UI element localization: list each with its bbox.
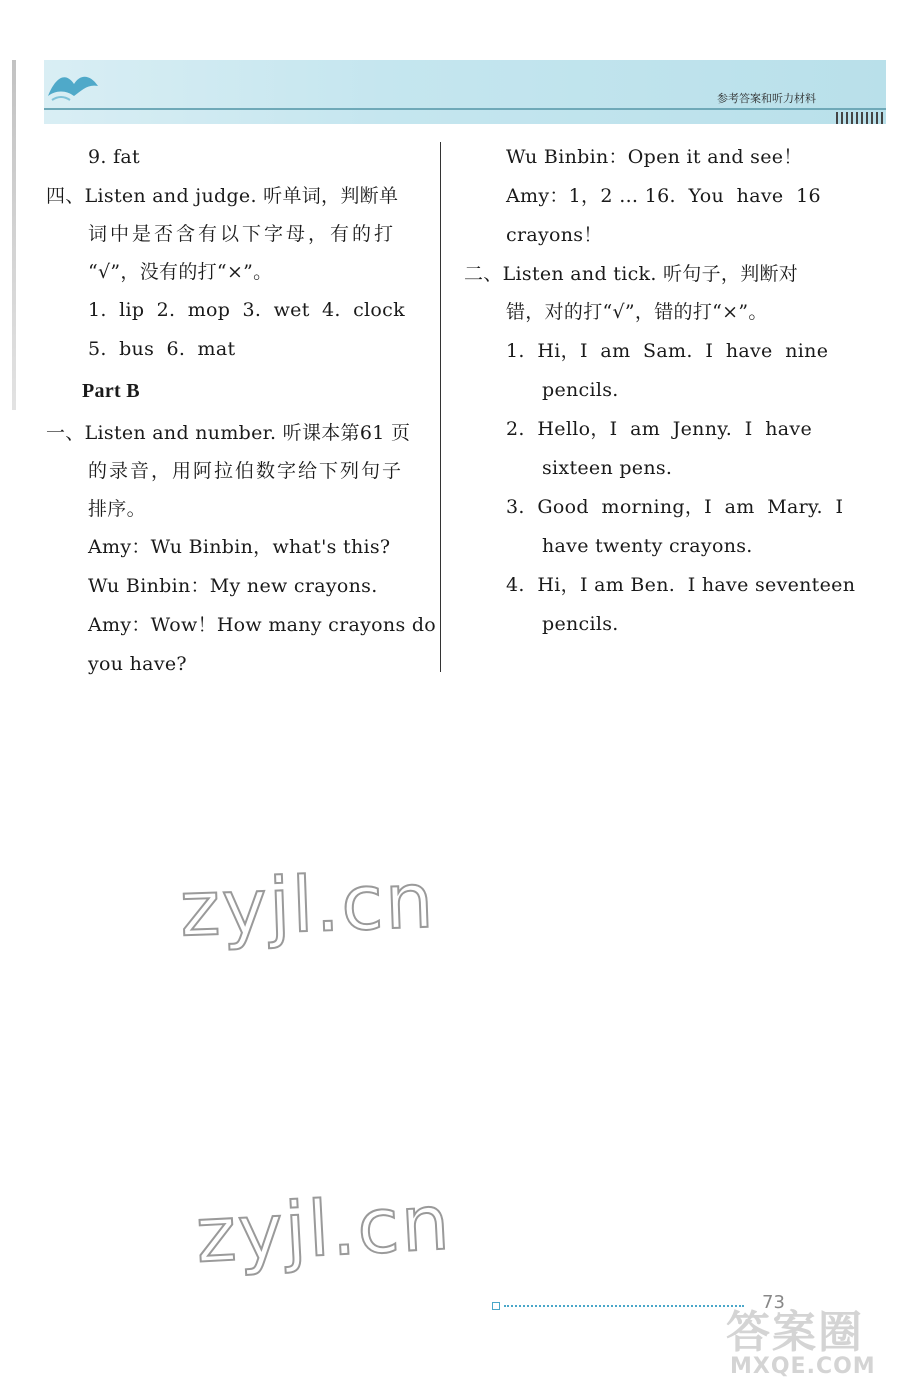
dialog-line-5-cont: crayons！ <box>506 224 603 246</box>
sentence-2: 2. Hello，I am Jenny. I have <box>506 418 813 440</box>
dialog-line-4: Wu Binbin：Open it and see！ <box>506 146 803 168</box>
page-number: 73 <box>762 1292 785 1313</box>
section-2-instruction-line1: 二、Listen and tick. 听句子，判断对 <box>464 263 799 285</box>
section-1-instruction-line3: 排序。 <box>88 498 146 520</box>
header-title: 参考答案和听力材料 <box>717 92 816 105</box>
section-4-instruction-line1: 四、Listen and judge. 听单词，判断单 <box>46 185 399 207</box>
section-1-instruction-line1: 一、Listen and number. 听课本第61 页 <box>46 422 411 444</box>
header-rule <box>44 108 886 110</box>
dialog-line-3-cont: you have? <box>88 653 187 675</box>
sentence-4-cont: pencils. <box>542 613 619 635</box>
sentence-3-cont: have twenty crayons. <box>542 535 753 557</box>
column-divider <box>440 142 441 672</box>
footer-square-marker <box>492 1302 500 1310</box>
section-4-words-line1: 1. lip 2. mop 3. wet 4. clock <box>88 299 405 321</box>
site-logo-watermark: 答案圈 <box>726 1307 864 1358</box>
section-2-instruction-line2: 错，对的打“√”，错的打“×”。 <box>506 301 768 323</box>
header-barcode-decoration <box>836 112 884 124</box>
bird-logo-icon <box>44 66 100 106</box>
sentence-2-cont: sixteen pens. <box>542 457 673 479</box>
page-edge-shadow <box>12 60 16 410</box>
sentence-1-cont: pencils. <box>542 379 619 401</box>
watermark-2: zyjl.cn <box>193 1177 454 1280</box>
dialog-line-1: Amy：Wu Binbin，what's this? <box>88 536 391 558</box>
watermark-1: zyjl.cn <box>178 855 437 954</box>
dialog-line-2: Wu Binbin：My new crayons. <box>88 575 378 597</box>
sentence-1: 1. Hi，I am Sam. I have nine <box>506 340 829 362</box>
footer-dotted-rule <box>504 1305 744 1307</box>
sentence-3: 3. Good morning，I am Mary. I <box>506 496 844 518</box>
dialog-line-3: Amy：Wow！How many crayons do <box>88 614 437 636</box>
part-b-heading: Part B <box>82 380 140 402</box>
section-1-instruction-line2: 的录音，用阿拉伯数字给下列句子 <box>88 460 404 482</box>
site-url-watermark: MXQE.COM <box>730 1354 876 1379</box>
section-4-instruction-line2: 词中是否含有以下字母，有的打 <box>88 223 397 245</box>
answer-item-9: 9. fat <box>88 146 140 168</box>
sentence-4: 4. Hi，I am Ben. I have seventeen <box>506 574 856 596</box>
dialog-line-5: Amy：1，2 … 16. You have 16 <box>506 185 821 207</box>
section-4-instruction-line3: “√”，没有的打“×”。 <box>88 261 273 283</box>
section-4-words-line2: 5. bus 6. mat <box>88 338 236 360</box>
